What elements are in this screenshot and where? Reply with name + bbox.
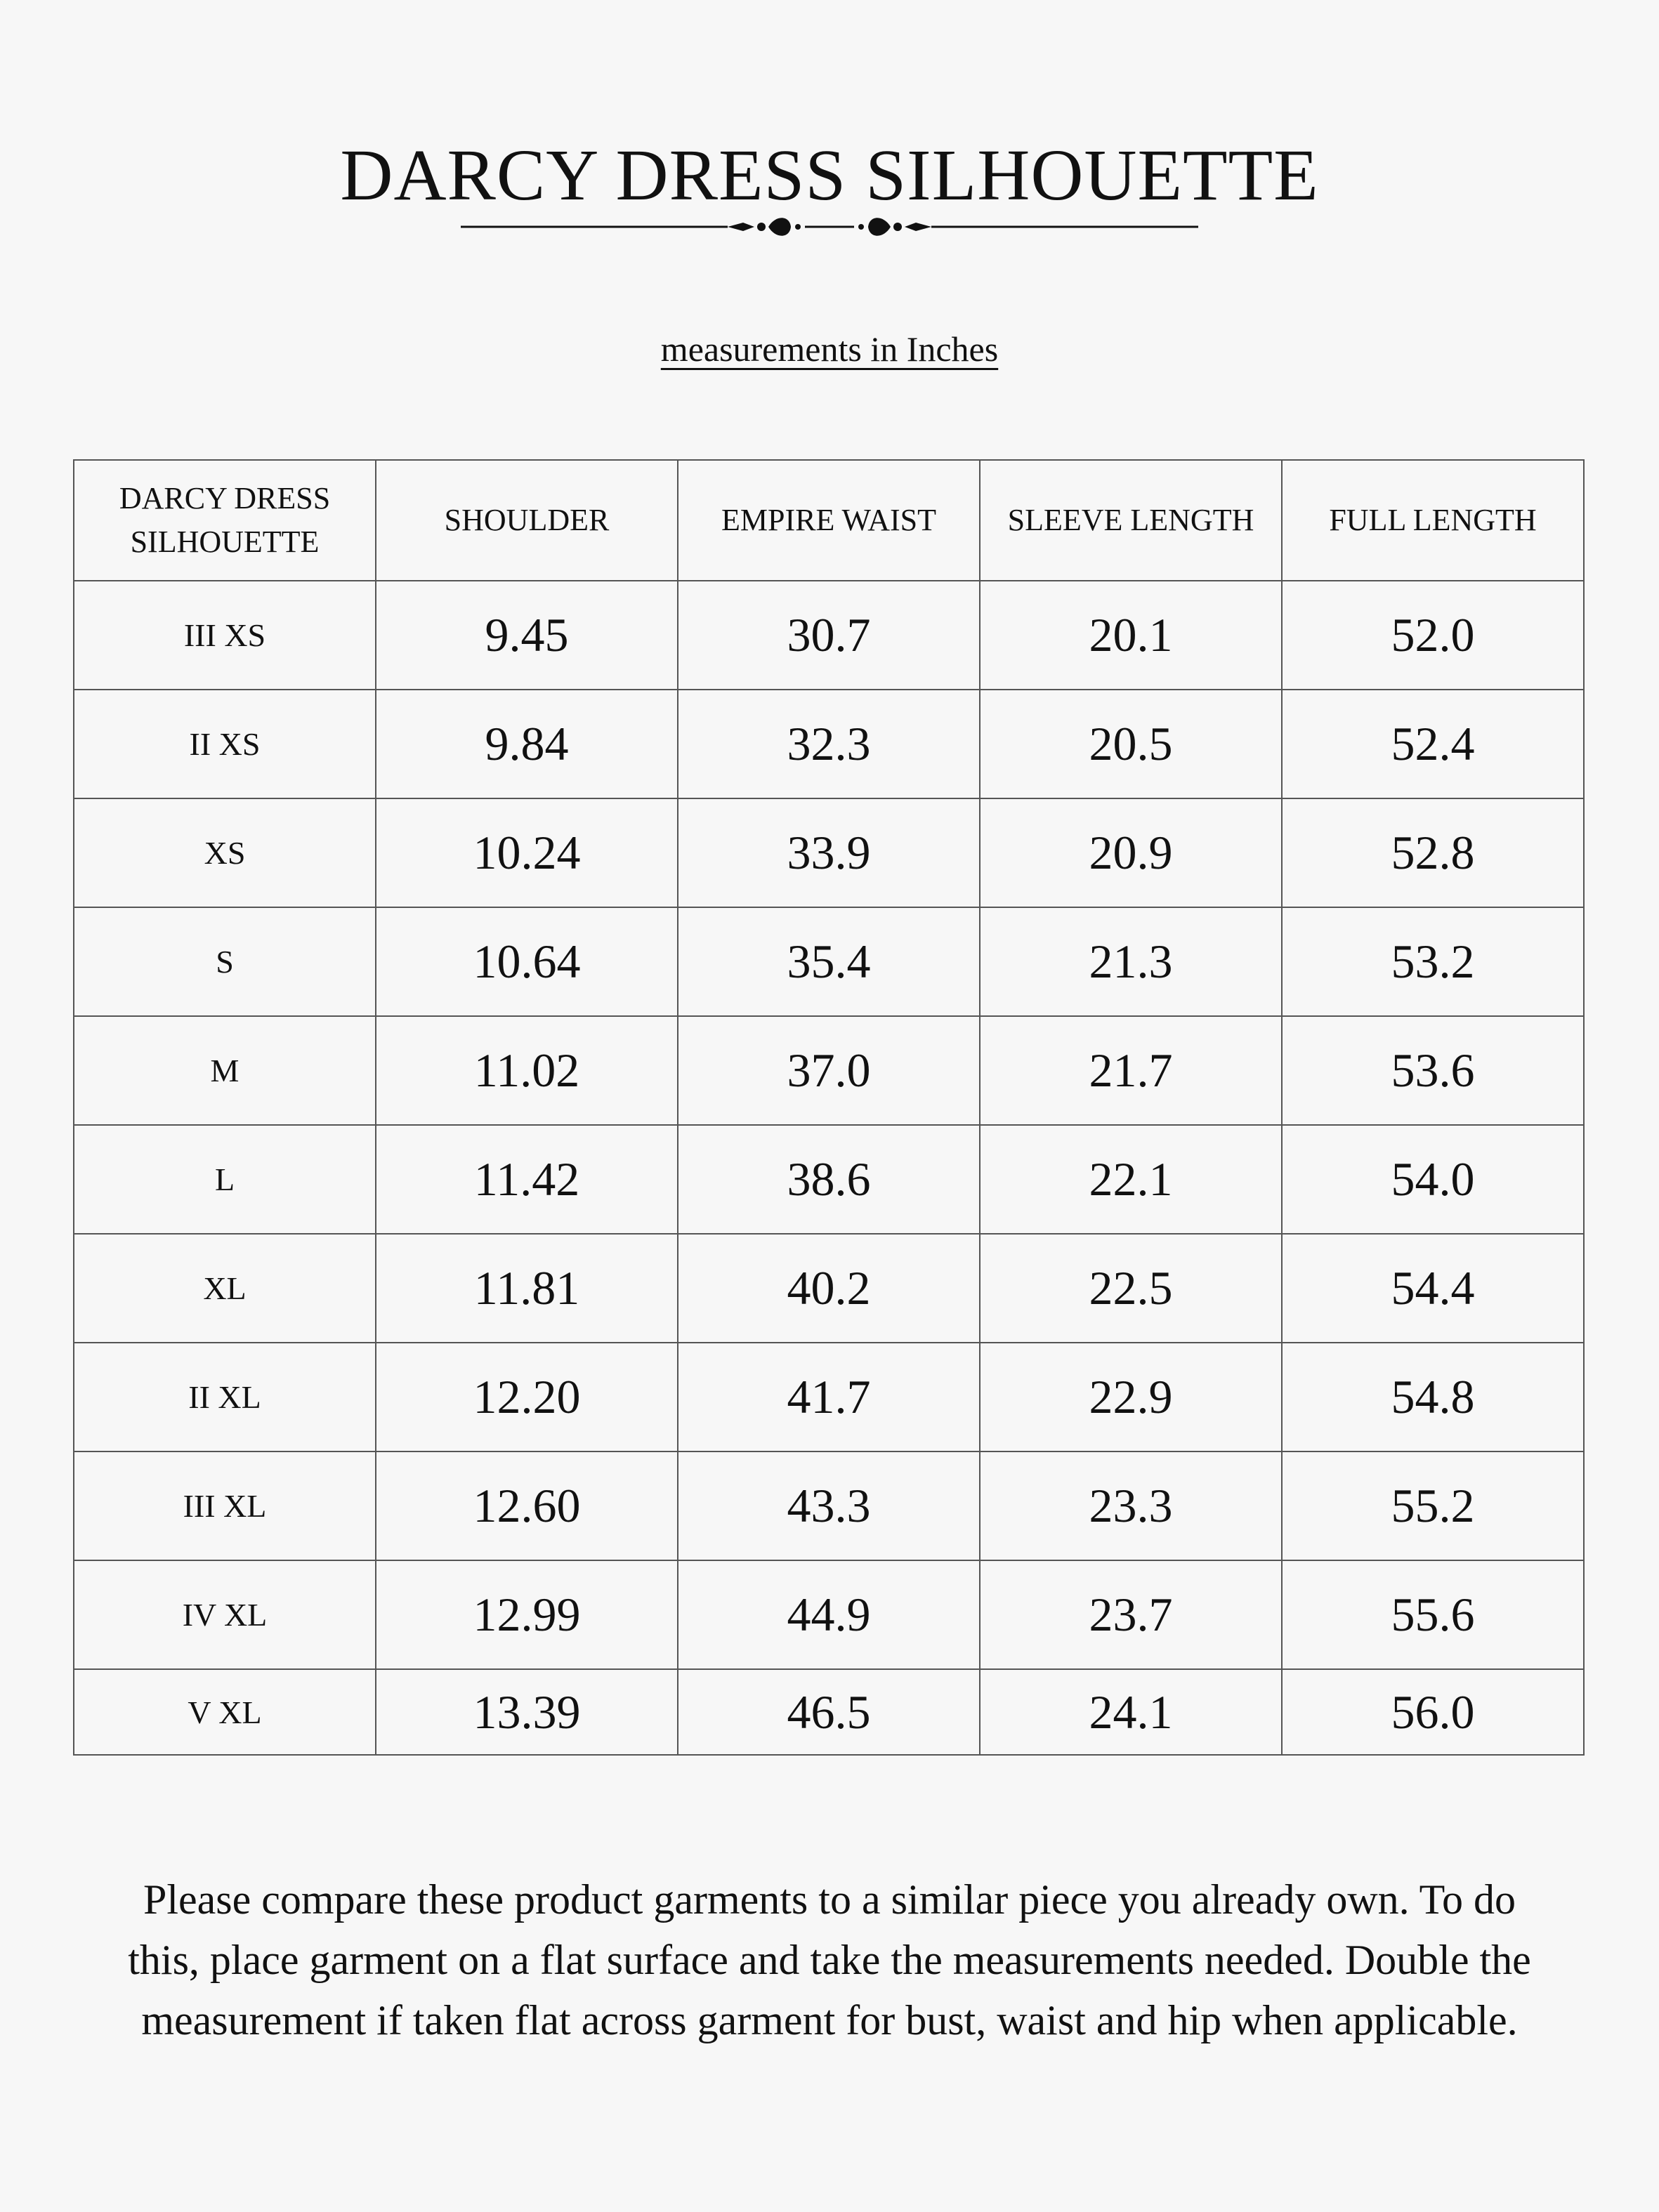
empire-waist-value: 46.5 (678, 1669, 980, 1755)
size-label: L (74, 1125, 376, 1234)
empire-waist-value: 35.4 (678, 907, 980, 1016)
empire-waist-value: 30.7 (678, 581, 980, 690)
sleeve-length-value: 22.5 (980, 1234, 1282, 1343)
shoulder-value: 12.20 (376, 1343, 678, 1451)
sleeve-length-value: 24.1 (980, 1669, 1282, 1755)
full-length-value: 55.6 (1282, 1560, 1584, 1669)
page-title: DARCY DRESS SILHOUETTE (340, 134, 1319, 216)
shoulder-value: 9.84 (376, 690, 678, 798)
full-length-value: 52.4 (1282, 690, 1584, 798)
table-header-row (74, 460, 1584, 581)
shoulder-value: 12.99 (376, 1560, 678, 1669)
empire-waist-value: 33.9 (678, 798, 980, 907)
size-label: II XL (74, 1343, 376, 1451)
empire-waist-value: 44.9 (678, 1560, 980, 1669)
table-row (74, 581, 1584, 690)
sleeve-length-value: 23.7 (980, 1560, 1282, 1669)
sleeve-length-value: 22.1 (980, 1125, 1282, 1234)
size-label: XS (74, 798, 376, 907)
table-row (74, 1343, 1584, 1451)
table-row (74, 1125, 1584, 1234)
table-row (74, 1016, 1584, 1125)
empire-waist-value: 38.6 (678, 1125, 980, 1234)
table-row (74, 1669, 1584, 1755)
sleeve-length-value: 20.5 (980, 690, 1282, 798)
table-row (74, 1234, 1584, 1343)
shoulder-value: 11.81 (376, 1234, 678, 1343)
table-row (74, 690, 1584, 798)
full-length-value: 53.6 (1282, 1016, 1584, 1125)
shoulder-value: 10.64 (376, 907, 678, 1016)
column-header-size: DARCY DRESS SILHOUETTE (74, 460, 376, 581)
size-chart-table (73, 459, 1585, 1756)
table-row (74, 1451, 1584, 1560)
size-label: III XS (74, 581, 376, 690)
size-label: III XL (74, 1451, 376, 1560)
size-label: II XS (74, 690, 376, 798)
shoulder-value: 10.24 (376, 798, 678, 907)
empire-waist-value: 37.0 (678, 1016, 980, 1125)
size-label: V XL (74, 1669, 376, 1755)
sleeve-length-value: 20.1 (980, 581, 1282, 690)
column-header-shoulder: SHOULDER (376, 460, 678, 581)
size-label: XL (74, 1234, 376, 1343)
empire-waist-value: 41.7 (678, 1343, 980, 1451)
shoulder-value: 12.60 (376, 1451, 678, 1560)
full-length-value: 55.2 (1282, 1451, 1584, 1560)
table-row (74, 1560, 1584, 1669)
column-header-sleeve-length: SLEEVE LENGTH (980, 460, 1282, 581)
shoulder-value: 9.45 (376, 581, 678, 690)
full-length-value: 53.2 (1282, 907, 1584, 1016)
full-length-value: 54.4 (1282, 1234, 1584, 1343)
empire-waist-value: 40.2 (678, 1234, 980, 1343)
size-label: IV XL (74, 1560, 376, 1669)
full-length-value: 52.8 (1282, 798, 1584, 907)
divider-ornament (461, 209, 1198, 244)
sleeve-length-value: 20.9 (980, 798, 1282, 907)
sleeve-length-value: 22.9 (980, 1343, 1282, 1451)
column-header-full-length: FULL LENGTH (1282, 460, 1584, 581)
full-length-value: 56.0 (1282, 1669, 1584, 1755)
table-row (74, 907, 1584, 1016)
table-row (74, 798, 1584, 907)
sleeve-length-value: 21.3 (980, 907, 1282, 1016)
empire-waist-value: 32.3 (678, 690, 980, 798)
size-label: M (74, 1016, 376, 1125)
sleeve-length-value: 21.7 (980, 1016, 1282, 1125)
shoulder-value: 11.02 (376, 1016, 678, 1125)
units-subtitle: measurements in Inches (660, 329, 999, 369)
empire-waist-value: 43.3 (678, 1451, 980, 1560)
size-label: S (74, 907, 376, 1016)
measurement-instructions: Please compare these product garments to a similar piece you already own. To do this, place garment on a flat surface and take the measurements needed. Double the measurement if taken flat across garment for bust, waist and hip when applicable. (128, 1876, 1531, 2043)
full-length-value: 54.8 (1282, 1343, 1584, 1451)
shoulder-value: 13.39 (376, 1669, 678, 1755)
column-header-empire-waist: EMPIRE WAIST (678, 460, 980, 581)
full-length-value: 54.0 (1282, 1125, 1584, 1234)
full-length-value: 52.0 (1282, 581, 1584, 690)
shoulder-value: 11.42 (376, 1125, 678, 1234)
sleeve-length-value: 23.3 (980, 1451, 1282, 1560)
